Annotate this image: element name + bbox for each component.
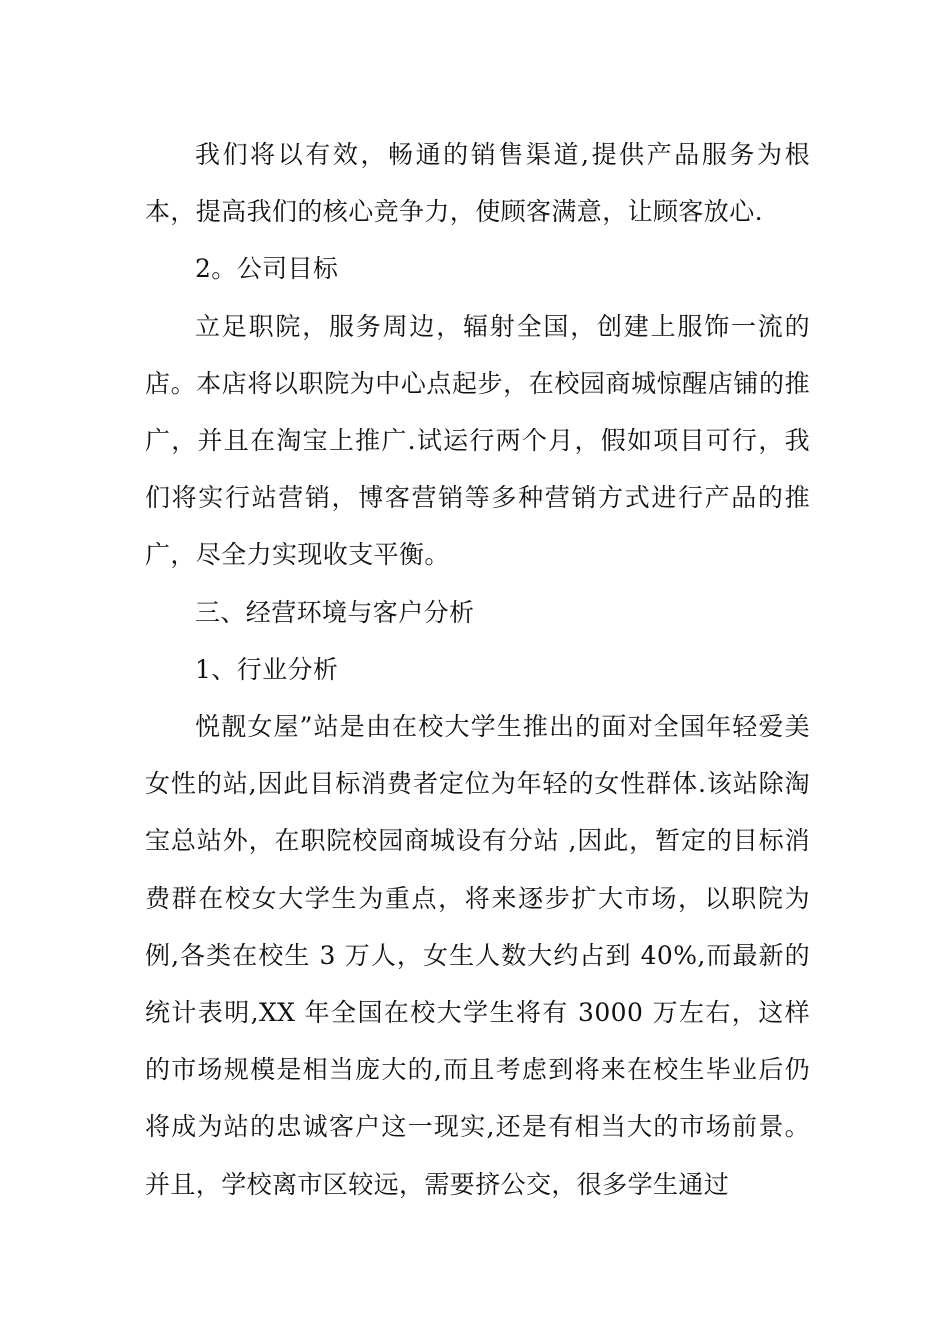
heading-company-goals: 2。公司目标 bbox=[195, 254, 339, 284]
paragraph-mission: 我们将以有效，畅通的销售渠道,提供产品服务为根本，提高我们的核心竞争力，使顾客满意，让顾客放心. bbox=[145, 140, 810, 227]
heading-industry-analysis: 1、行业分析 bbox=[195, 654, 339, 684]
heading-business-environment: 三、经营环境与客户分析 bbox=[195, 597, 475, 627]
paragraph-industry-analysis: 悦靓女屋”站是由在校大学生推出的面对全国年轻爱美女性的站,因此目标消费者定位为年轻的女性群体.该站除淘宝总站外，在职院校园商城设有分站 ,因此，暂定的目标消费群在校女大学生为重点，将来逐步扩大市场，以职院为例,各类在校生 3 万人，女生人数大约占到 40%,而最新的统计表明,XX 年全国在校大学生将有 3000 万左右，这样的市场规模是相当庞大的,而且考虑到将来在校生毕业后仍将成为站的忠诚客户这一现实,还是有相当大的市场前景。并且，学校离市区较远，需要挤公交，很多学生通过 bbox=[145, 712, 810, 1199]
paragraph-company-goals: 立足职院，服务周边，辐射全国，创建上服饰一流的店。本店将以职院为中心点起步，在校园商城惊醒店铺的推广，并且在淘宝上推广.试运行两个月，假如项目可行，我们将实行站营销，博客营销等多种营销方式进行产品的推广，尽全力实现收支平衡。 bbox=[145, 311, 810, 570]
document-body bbox=[145, 126, 810, 1213]
